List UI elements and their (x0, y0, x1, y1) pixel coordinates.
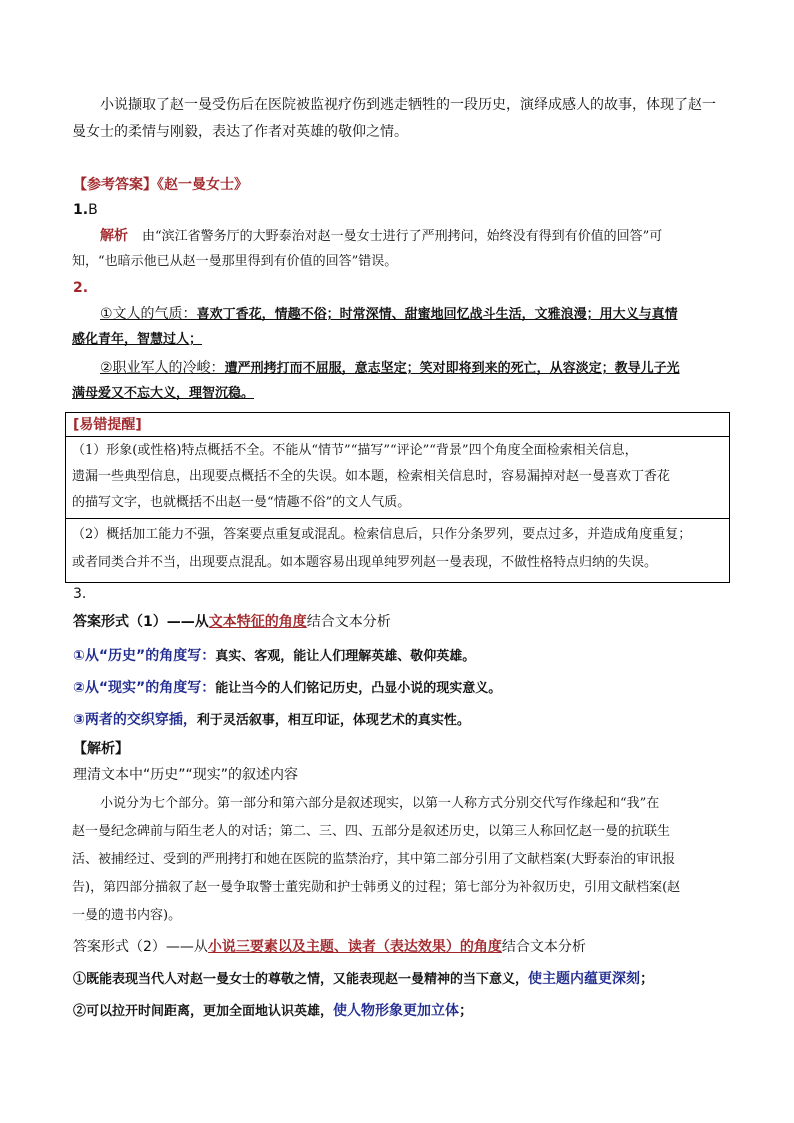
q3-form-1-key: 文本特征的角度 (208, 614, 307, 630)
q3-number: 3. (73, 586, 87, 602)
q2-point-2 (100, 358, 680, 379)
q3-analysis-label: 【解析】 (73, 741, 129, 757)
warning-item-1-line-1: （1）形象(或性格)特点概括不全。不能从“情节”“描写”“评论”“背景”四个角度全面检索相关信息， (72, 443, 638, 458)
q3-form-1-prefix: 答案形式（1）——从 (73, 614, 209, 630)
q2-point-2-line-2: 满母爱又不忘大义，理智沉稳。 (72, 386, 255, 401)
q1-analysis-label: 解析 (100, 228, 128, 244)
q3-answer-2-label: ②从“现实”的角度写： (73, 680, 216, 696)
q3-form-2-heading (73, 937, 586, 957)
q3-answer-2-text: 能让当今的人们铭记历史，凸显小说的现实意义。 (215, 681, 502, 696)
q3-point-2-end: ； (459, 1003, 474, 1019)
reference-heading (73, 175, 248, 195)
q2-point-1 (100, 304, 678, 325)
intro-line-2: 曼女士的柔情与刚毅，表达了作者对英雄的敬仰之情。 (72, 124, 408, 140)
q3-point-1-end: ； (640, 971, 655, 987)
reference-label: 【参考答案】 (73, 177, 157, 193)
warning-title: [易错提醒] (73, 417, 142, 433)
q1-choice: B (88, 202, 98, 218)
q3-answer-3-label: ③两者的交织穿插， (73, 712, 197, 728)
warning-item-1-line-2: 遗漏一些典型信息，出现要点概括不全的失误。如本题，检索相关信息时，容易漏掉对赵一曼喜欢丁香花 (72, 469, 671, 484)
q3-answer-1-text: 真实、客观，能让人们理解英雄、敬仰英雄。 (215, 649, 476, 664)
q2-point-2-prefix: ②职业军人的冷峻： (100, 360, 225, 376)
warning-divider-1 (65, 436, 730, 437)
q1-analysis-line-2: 知，“也暗示他已从赵一曼那里得到有价值的回答”错误。 (72, 254, 398, 269)
q1-analysis-line-1 (100, 226, 662, 247)
q3-point-2 (73, 1001, 473, 1022)
warning-divider-2 (65, 518, 730, 519)
q3-form-2-key: 小说三要素以及主题、读者（表达效果）的角度 (207, 939, 502, 955)
q3-form-2-suffix: 结合文本分析 (501, 939, 586, 955)
q3-form-2-prefix: 答案形式（2）——从 (73, 939, 208, 955)
q1-number: 1. (73, 202, 89, 218)
q3-analysis-line-1: 小说分为七个部分。第一部分和第六部分是叙述现实，以第一人称方式分别交代写作缘起和“我”在 (100, 796, 660, 811)
q2-point-1-prefix: ①文人的气质： (100, 306, 197, 322)
q2-point-1-bold: 喜欢丁香花，情趣不俗；时常深情、甜蜜地回忆战斗生活，文雅浪漫；用大义与真情 (196, 307, 678, 322)
q3-analysis-line-3: 活、被捕经过、受到的严刑拷打和她在医院的监禁治疗，其中第二部分引用了文献档案(大野泰治的审讯报 (72, 852, 676, 867)
intro-line-1: 小说撷取了赵一曼受伤后在医院被监视疗伤到逃走牺牲的一段历史，演绎成感人的故事，体现了赵一 (100, 97, 716, 113)
q3-form-1-heading (73, 612, 391, 632)
q3-point-2-text: ②可以拉开时间距离，更加全面地认识英雄， (73, 1004, 334, 1019)
q3-answer-1 (73, 646, 475, 667)
q3-answer-3 (73, 710, 470, 731)
q3-point-2-emphasis: 使人物形象更加立体 (333, 1003, 460, 1019)
q3-analysis-subtitle: 理清文本中“历史”“现实”的叙述内容 (73, 767, 299, 783)
q1-analysis-text-1: 由“滨江省警务厅的大野泰治对赵一曼女士进行了严刑拷问，始终没有得到有价值的回答”可 (142, 229, 663, 244)
warning-item-1-line-3: 的描写文字，也就概括不出赵一曼“情趣不俗”的文人气质。 (72, 495, 411, 510)
q3-point-1 (73, 969, 654, 990)
q3-analysis-line-5: 一曼的遗书内容)。 (72, 908, 182, 923)
q1-answer (73, 200, 98, 220)
q2-number: 2. (73, 280, 89, 296)
q2-point-1-line-2: 感化青年，智慧过人； (72, 332, 203, 347)
warning-item-2-line-2: 或者同类合并不当，出现要点混乱。如本题容易出现单纯罗列赵一曼表现，不做性格特点归纳的失误。 (72, 555, 658, 570)
q3-point-1-emphasis: 使主题内蕴更深刻 (528, 971, 641, 987)
q2-point-2-bold: 遭严刑拷打而不屈服，意志坚定；笑对即将到来的死亡，从容淡定；教导儿子光 (224, 361, 680, 376)
warning-item-2-line-1: （2）概括加工能力不强，答案要点重复或混乱。检索信息后，只作分条罗列，要点过多，并造成角度重复； (72, 527, 692, 542)
q3-answer-3-text: 利于灵活叙事，相互印证，体现艺术的真实性。 (196, 713, 470, 728)
q3-answer-2 (73, 678, 501, 699)
q3-analysis-line-4: 告)，第四部分描叙了赵一曼争取警士董宪勋和护士韩勇义的过程；第七部分为补叙历史，引用文献档案(赵 (72, 880, 681, 895)
q3-point-1-text: ①既能表现当代人对赵一曼女士的尊敬之情，又能表现赵一曼精神的当下意义， (73, 972, 529, 987)
reference-title: 《赵一曼女士》 (157, 177, 248, 193)
q3-answer-1-label: ①从“历史”的角度写： (73, 648, 216, 664)
q3-analysis-line-2: 赵一曼纪念碑前与陌生老人的对话；第二、三、四、五部分是叙述历史，以第三人称回忆赵一曼的抗联生 (72, 824, 671, 839)
q3-form-1-suffix: 结合文本分析 (306, 614, 391, 630)
